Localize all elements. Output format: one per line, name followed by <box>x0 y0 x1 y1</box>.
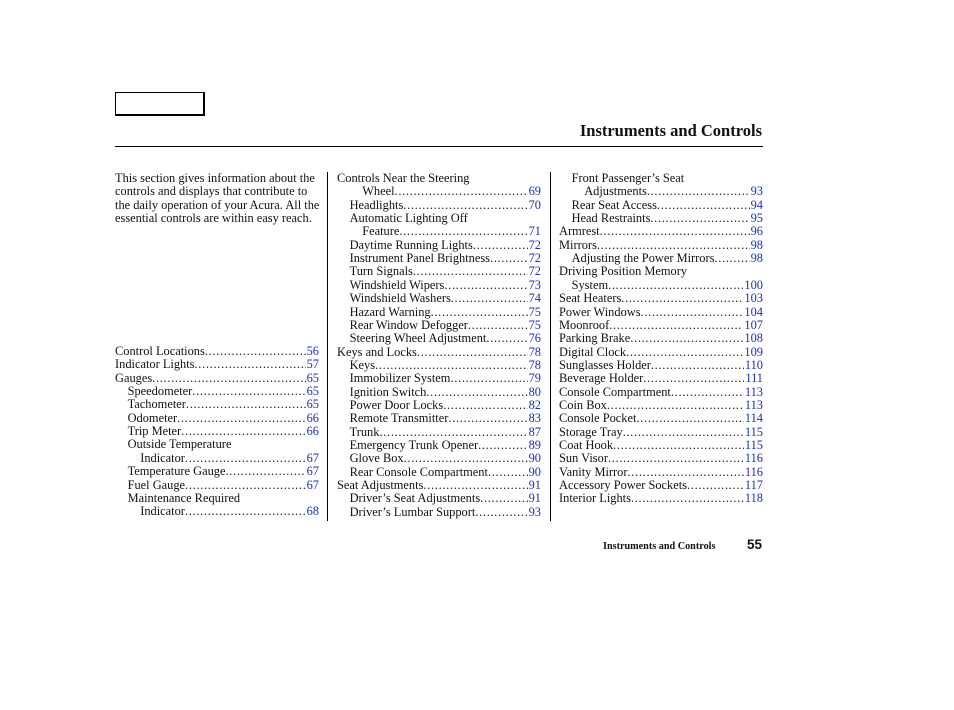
page-link[interactable]: 72 <box>528 264 541 279</box>
page-link[interactable]: 80 <box>528 384 541 399</box>
index-entry[interactable] <box>559 239 763 252</box>
dot-leader <box>623 426 744 439</box>
dot-leader <box>195 358 306 371</box>
index-entry-label: Driver’s Seat Adjustments <box>349 491 481 506</box>
index-entry-label: Keys and Locks <box>337 344 417 359</box>
dot-leader <box>609 319 743 332</box>
index-entry-label: Head Restraints <box>571 211 651 226</box>
page-link[interactable]: 117 <box>744 478 763 493</box>
index-entry[interactable] <box>584 185 763 198</box>
page-link[interactable]: 75 <box>528 304 541 319</box>
index-entry-label: Console Pocket <box>559 411 637 426</box>
index-entry-label: Interior Lights <box>559 491 631 506</box>
dot-leader <box>152 372 305 385</box>
page-link[interactable]: 75 <box>528 317 541 332</box>
page-link[interactable]: 93 <box>750 184 763 199</box>
index-entry-label: Tachometer <box>127 397 186 412</box>
dot-leader <box>403 199 527 212</box>
page-link[interactable]: 109 <box>744 344 763 359</box>
index-entry[interactable] <box>559 346 763 359</box>
index-entry-label: Windshield Washers <box>349 291 451 306</box>
index-entry[interactable] <box>350 506 541 519</box>
page-link[interactable]: 114 <box>744 411 763 426</box>
page-link[interactable]: 65 <box>306 384 319 399</box>
index-entry[interactable] <box>350 426 541 439</box>
index-entry[interactable] <box>572 199 763 212</box>
index-entry-label: Rear Seat Access <box>571 197 657 212</box>
index-entry[interactable] <box>559 412 763 425</box>
page-link[interactable]: 66 <box>306 424 319 439</box>
index-entry-label: Seat Heaters <box>559 291 622 306</box>
index-entry-label: Storage Tray <box>559 424 623 439</box>
index-entry[interactable] <box>350 239 541 252</box>
index-entry[interactable] <box>362 185 541 198</box>
index-entry-label: Vanity Mirror <box>559 464 628 479</box>
index-entry-label: Instrument Panel Brightness <box>349 251 491 266</box>
page-link[interactable]: 65 <box>306 397 319 412</box>
index-entry-label: Automatic Lighting Off <box>349 211 468 226</box>
index-entry[interactable] <box>350 199 541 212</box>
dot-leader <box>657 199 750 212</box>
dot-leader <box>444 279 527 292</box>
dot-leader <box>480 492 527 505</box>
index-entry[interactable] <box>350 359 541 372</box>
index-entry-label: Gauges <box>115 370 153 385</box>
page-link[interactable]: 98 <box>750 251 763 266</box>
index-entry-label: Beverage Holder <box>559 371 644 386</box>
dot-leader <box>643 372 744 385</box>
index-entry[interactable] <box>559 452 763 465</box>
page-link[interactable]: 91 <box>528 478 541 493</box>
index-entry-label: Power Windows <box>559 304 641 319</box>
page-link[interactable]: 100 <box>744 277 763 292</box>
index-entry[interactable] <box>572 279 763 292</box>
index-entry-label: Sun Visor <box>559 451 608 466</box>
index-entry[interactable] <box>350 492 541 505</box>
page-link[interactable]: 116 <box>744 451 763 466</box>
column-divider-2 <box>550 172 551 521</box>
index-entry-label: Daytime Running Lights <box>349 237 473 252</box>
dot-leader <box>641 306 744 319</box>
page-link[interactable]: 108 <box>744 331 763 346</box>
index-entry-label: Trip Meter <box>127 424 182 439</box>
index-entry[interactable] <box>559 426 763 439</box>
index-entry[interactable] <box>350 399 541 412</box>
index-entry[interactable] <box>128 425 319 438</box>
index-entry[interactable] <box>350 439 541 452</box>
dot-leader <box>626 346 743 359</box>
page-link[interactable]: 90 <box>528 451 541 466</box>
index-entry[interactable] <box>559 492 763 505</box>
dot-leader <box>451 292 528 305</box>
dot-leader <box>627 466 743 479</box>
index-entry[interactable] <box>350 279 541 292</box>
dot-leader <box>185 452 306 465</box>
page-link[interactable]: 89 <box>528 438 541 452</box>
index-entry-label: Adjustments <box>584 184 647 199</box>
dot-leader <box>597 239 750 252</box>
index-entry-label: Temperature Gauge <box>127 464 226 479</box>
index-entry-label: Ignition Switch <box>349 384 427 399</box>
page-link[interactable]: 66 <box>306 410 319 425</box>
page-link[interactable]: 113 <box>744 384 763 399</box>
index-entry[interactable] <box>559 372 763 385</box>
index-entry <box>128 438 319 451</box>
index-entry[interactable] <box>559 479 763 492</box>
dot-leader <box>651 359 744 372</box>
page-link[interactable]: 110 <box>744 357 763 372</box>
index-entry[interactable] <box>337 346 541 359</box>
index-entry[interactable] <box>350 386 541 399</box>
index-entry[interactable] <box>572 252 763 265</box>
page-number: 55 <box>747 537 763 552</box>
index-entry-label: Coin Box <box>559 397 607 412</box>
page-link[interactable]: 56 <box>306 344 319 358</box>
page-link[interactable]: 95 <box>750 211 763 226</box>
index-entry[interactable] <box>350 466 541 479</box>
index-entry-label: Wheel <box>362 184 395 199</box>
index-entry[interactable] <box>350 372 541 385</box>
dot-leader <box>631 492 744 505</box>
index-entry-label: Headlights <box>349 197 404 212</box>
index-entry-label: Controls Near the Steering <box>337 171 470 185</box>
page-link[interactable]: 90 <box>528 464 541 479</box>
index-entry-label: Hazard Warning <box>349 304 431 319</box>
index-entry[interactable] <box>128 412 319 425</box>
dot-leader <box>621 292 743 305</box>
dot-leader <box>443 399 527 412</box>
index-entry[interactable] <box>559 466 763 479</box>
index-entry-label: Keys <box>349 357 376 372</box>
dot-leader <box>714 252 749 265</box>
dot-leader <box>423 479 527 492</box>
page-link[interactable]: 79 <box>528 371 541 386</box>
index-entry[interactable] <box>559 306 763 319</box>
index-entry-label: Seat Adjustments <box>337 478 424 493</box>
index-entry[interactable] <box>559 359 763 372</box>
dot-leader <box>607 399 744 412</box>
index-entry-label: Outside Temperature <box>127 437 232 452</box>
index-entry[interactable] <box>572 212 763 225</box>
index-entry[interactable] <box>115 358 319 371</box>
dot-leader <box>431 306 528 319</box>
index-entry <box>559 265 763 278</box>
page-link[interactable]: 107 <box>744 317 763 332</box>
page-link[interactable]: 69 <box>528 184 541 199</box>
page-link[interactable]: 113 <box>744 397 763 412</box>
dot-leader <box>185 505 306 518</box>
index-entry[interactable] <box>140 505 319 518</box>
dot-leader <box>192 385 305 398</box>
page-link[interactable]: 116 <box>744 464 763 479</box>
page-link[interactable]: 67 <box>306 464 319 479</box>
page-link[interactable]: 94 <box>750 197 763 212</box>
index-entry-label: Speedometer <box>127 384 193 399</box>
index-entry-label: Feature <box>362 224 400 239</box>
index-entry-label: Immobilizer System <box>349 371 451 386</box>
page-link[interactable]: 65 <box>306 370 319 385</box>
page-link[interactable]: 72 <box>528 237 541 252</box>
index-entry-label: Windshield Wipers <box>349 277 445 292</box>
index-entry[interactable] <box>350 332 541 345</box>
dot-leader <box>413 265 528 278</box>
index-entry[interactable] <box>559 319 763 332</box>
dot-leader <box>186 398 306 411</box>
index-entry[interactable] <box>128 398 319 411</box>
footer-section-label: Instruments and Controls <box>603 541 716 552</box>
dot-leader <box>473 239 528 252</box>
index-entry[interactable] <box>350 265 541 278</box>
page-link[interactable]: 111 <box>745 371 763 386</box>
dot-leader <box>395 185 528 198</box>
page-link[interactable]: 103 <box>744 291 763 306</box>
page-link[interactable]: 57 <box>306 357 319 372</box>
dot-leader <box>488 466 528 479</box>
dot-leader <box>650 212 749 225</box>
dot-leader <box>426 386 527 399</box>
index-entry[interactable] <box>140 452 319 465</box>
page-link[interactable]: 87 <box>528 424 541 439</box>
index-entry-label: Driver’s Lumbar Support <box>349 504 476 519</box>
index-entry-label: Rear Console Compartment <box>349 464 488 479</box>
index-entry-label: Glove Box <box>349 451 404 466</box>
index-entry-label: Mirrors <box>559 237 597 252</box>
page-title: Instruments and Controls <box>579 121 762 140</box>
dot-leader <box>647 185 750 198</box>
index-entry <box>350 212 541 225</box>
index-entry-label: Console Compartment <box>559 384 671 399</box>
page-link[interactable]: 96 <box>750 224 763 239</box>
section-tab-box <box>115 92 205 116</box>
index-entry-label: Digital Clock <box>559 344 627 359</box>
index-entry[interactable] <box>115 345 319 358</box>
dot-leader <box>478 439 528 452</box>
page-link[interactable]: 76 <box>528 331 541 346</box>
index-entry-label: Remote Transmitter <box>349 411 449 426</box>
page-link[interactable]: 83 <box>528 411 541 426</box>
page-link[interactable]: 118 <box>744 491 763 506</box>
index-entry-label: Adjusting the Power Mirrors <box>571 251 715 266</box>
index-entry-label: Trunk <box>349 424 380 439</box>
index-entry[interactable] <box>559 439 763 452</box>
page-link[interactable]: 115 <box>744 424 763 439</box>
dot-leader <box>177 412 305 425</box>
index-entry[interactable] <box>559 386 763 399</box>
dot-leader <box>185 479 306 492</box>
index-entry[interactable] <box>559 292 763 305</box>
index-entry-label: Indicator <box>140 504 185 519</box>
page-link[interactable]: 115 <box>744 438 763 452</box>
index-entry-label: Sunglasses Holder <box>559 357 651 372</box>
index-entry-label: Turn Signals <box>349 264 413 279</box>
index-entry[interactable] <box>128 479 319 492</box>
index-entry-label: Indicator Lights <box>115 357 195 372</box>
dot-leader <box>613 439 744 452</box>
dot-leader <box>448 412 527 425</box>
index-entry-label: Steering Wheel Adjustment <box>349 331 487 346</box>
index-entry-label: Parking Brake <box>559 331 631 346</box>
page-link[interactable]: 68 <box>306 504 319 519</box>
dot-leader <box>671 386 744 399</box>
dot-leader <box>450 372 527 385</box>
page-link[interactable]: 71 <box>528 224 541 239</box>
index-entry-label: Rear Window Defogger <box>349 317 468 332</box>
index-entry-label: Odometer <box>127 410 178 425</box>
dot-leader <box>375 359 528 372</box>
dot-leader <box>468 319 528 332</box>
page-link[interactable]: 78 <box>528 344 541 359</box>
dot-leader <box>399 225 527 238</box>
index-entry[interactable] <box>115 372 319 385</box>
index-entry-label: System <box>571 277 609 292</box>
index-entry[interactable] <box>362 225 541 238</box>
dot-leader <box>687 479 744 492</box>
page-link[interactable]: 73 <box>528 277 541 292</box>
page-link[interactable]: 91 <box>528 491 541 506</box>
index-entry-label: Moonroof <box>559 317 610 332</box>
dot-leader <box>486 332 527 345</box>
dot-leader <box>417 346 528 359</box>
index-entry-label: Indicator <box>140 450 185 465</box>
page-link[interactable]: 67 <box>306 477 319 492</box>
dot-leader <box>608 452 744 465</box>
dot-leader <box>379 426 527 439</box>
dot-leader <box>608 279 743 292</box>
index-entry[interactable] <box>559 399 763 412</box>
index-entry-label: Front Passenger’s Seat <box>571 171 685 185</box>
index-entry-label: Driving Position Memory <box>559 264 688 279</box>
page-link[interactable]: 74 <box>528 291 541 306</box>
page-link[interactable]: 82 <box>528 397 541 412</box>
index-entry <box>572 172 763 185</box>
index-entry[interactable] <box>559 225 763 238</box>
dot-leader <box>225 465 305 478</box>
index-entry-label: Fuel Gauge <box>127 477 186 492</box>
index-entry-label: Accessory Power Sockets <box>559 478 688 493</box>
dot-leader <box>404 452 528 465</box>
page-link[interactable]: 72 <box>528 251 541 266</box>
index-entry[interactable] <box>350 452 541 465</box>
index-entry[interactable] <box>128 465 319 478</box>
index-entry-label: Power Door Locks <box>349 397 444 412</box>
page-link[interactable]: 70 <box>528 197 541 212</box>
index-entry[interactable] <box>559 332 763 345</box>
page-link[interactable]: 93 <box>528 504 541 519</box>
index-entry[interactable] <box>350 319 541 332</box>
header-rule <box>115 146 763 147</box>
index-entry <box>128 492 319 505</box>
index-entry-label: Armrest <box>559 224 600 239</box>
index-entry-label: Coat Hook <box>559 438 614 452</box>
column-divider-1 <box>327 172 328 521</box>
page-link[interactable]: 98 <box>750 237 763 252</box>
dot-leader <box>636 412 743 425</box>
index-entry[interactable] <box>337 479 541 492</box>
page-link[interactable]: 78 <box>528 357 541 372</box>
index-entry-label: Control Locations <box>115 344 205 358</box>
dot-leader <box>490 252 528 265</box>
index-entry <box>337 172 541 185</box>
intro-paragraph: This section gives information about the controls and displays that contribute to the daily operation of your Acura. All the essential controls are within easy reach. <box>115 171 320 226</box>
dot-leader <box>475 506 527 519</box>
index-entry-label: Maintenance Required <box>127 490 241 505</box>
index-entry[interactable] <box>128 385 319 398</box>
index-entry[interactable] <box>350 412 541 425</box>
page-link[interactable]: 67 <box>306 450 319 465</box>
index-entry[interactable] <box>350 292 541 305</box>
index-entry[interactable] <box>350 252 541 265</box>
dot-leader <box>630 332 743 345</box>
index-entry-label: Emergency Trunk Opener <box>349 438 479 452</box>
dot-leader <box>181 425 305 438</box>
dot-leader <box>600 225 750 238</box>
page-link[interactable]: 104 <box>744 304 763 319</box>
index-entry[interactable] <box>350 306 541 319</box>
dot-leader <box>205 345 306 358</box>
